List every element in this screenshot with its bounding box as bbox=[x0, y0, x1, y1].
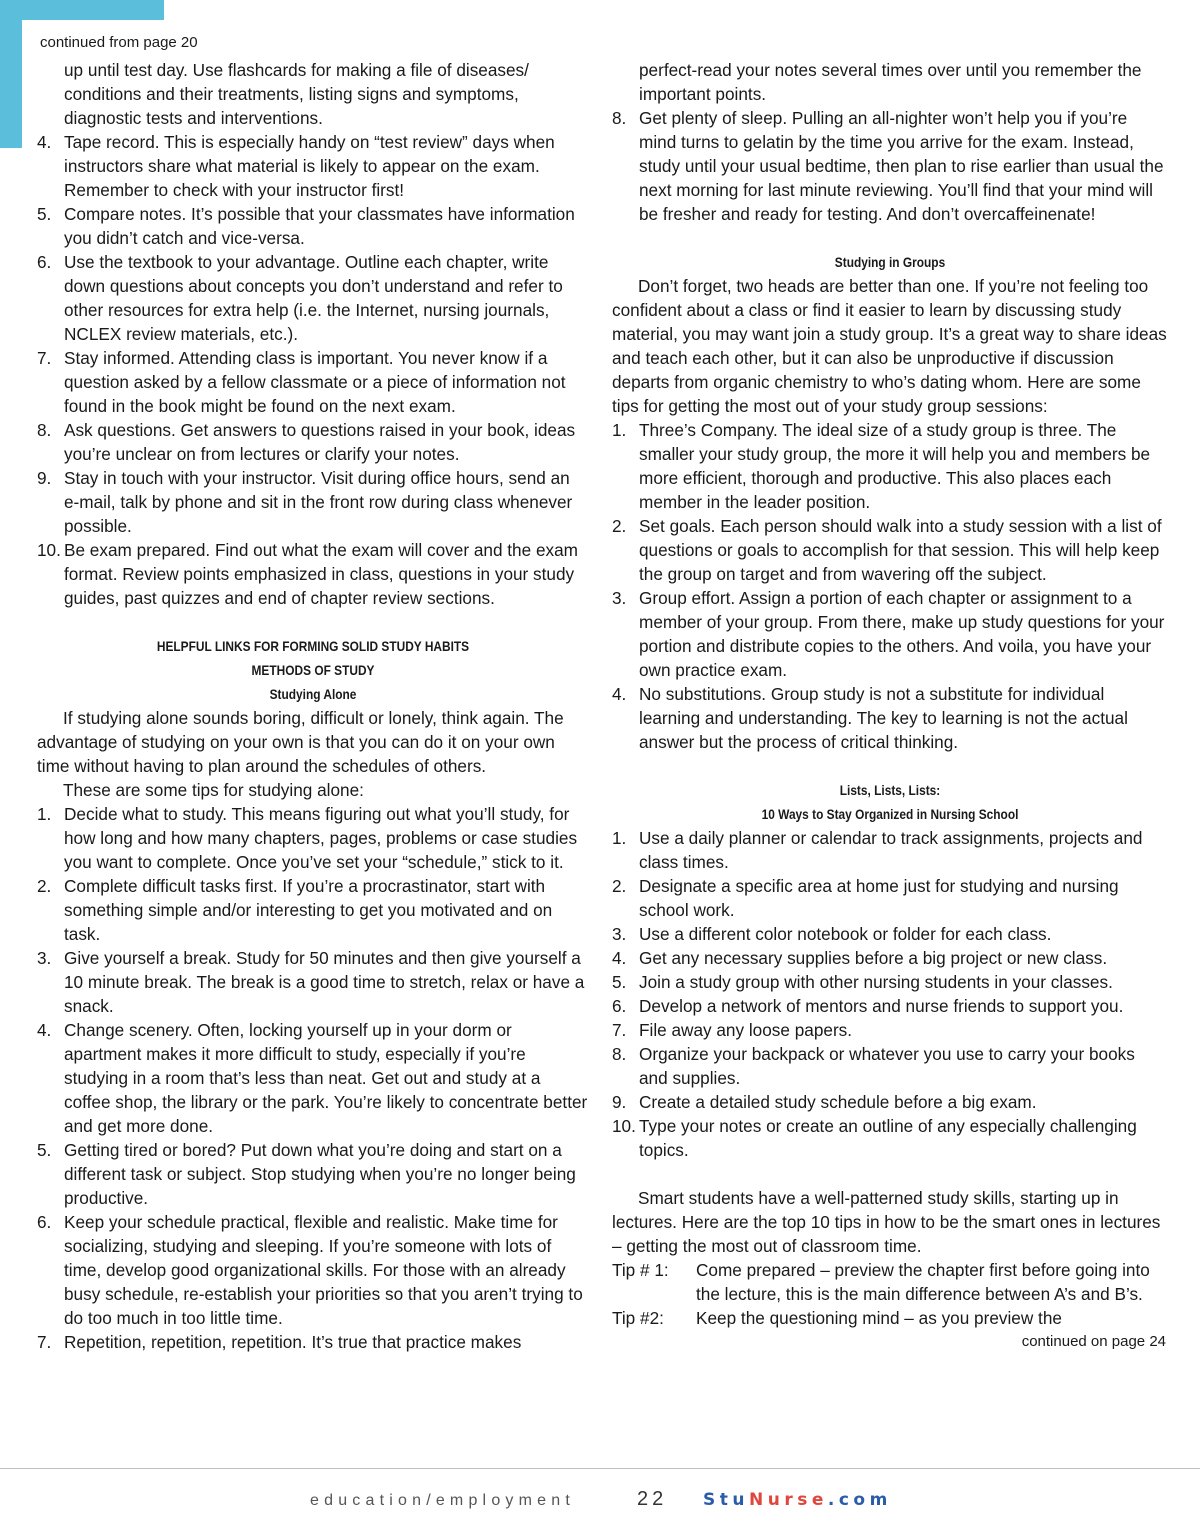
continued-on-note: continued on page 24 bbox=[1021, 1333, 1166, 1350]
item-number: 8. bbox=[612, 1044, 627, 1064]
paragraph: Don’t forget, two heads are better than one. If you’re not feeling too confident about a class or find it easier to learn by discussing study material, you may want join a study group. It’s a great way to share ideas and teach each other, but it can also be unproductive if discussion departs from organic chemistry to who’s dating whom. Here are some tips for getting the most out of your study group sessions: bbox=[612, 276, 1167, 416]
item-text: Set goals. Each person should walk into a study session with a list of questions or goals to accomplish for that session. This will help keep the group on target and from wavering off the subject. bbox=[639, 516, 1162, 584]
list-item bbox=[37, 874, 589, 946]
list-item bbox=[612, 970, 1168, 994]
item-number: 3. bbox=[612, 588, 627, 608]
lecture-tips bbox=[612, 1258, 1168, 1330]
accent-bar-top bbox=[0, 0, 164, 20]
item-number: 7. bbox=[612, 1020, 627, 1040]
item-text: Type your notes or create an outline of any especially challenging topics. bbox=[639, 1116, 1137, 1160]
section-subheading: METHODS OF STUDY bbox=[251, 662, 375, 678]
accent-bar-side bbox=[0, 0, 22, 148]
tip-label: Tip # 1: bbox=[612, 1260, 669, 1280]
continued-paragraph: perfect-read your notes several times over until you remember the important points. bbox=[639, 60, 1142, 104]
list-item bbox=[612, 106, 1168, 226]
list-item bbox=[37, 538, 589, 610]
item-text: Use a different color notebook or folder for each class. bbox=[639, 924, 1052, 944]
list-item bbox=[37, 946, 589, 1018]
item-number: 10. bbox=[612, 1116, 636, 1136]
item-text: File away any loose papers. bbox=[639, 1020, 853, 1040]
item-text: Give yourself a break. Study for 50 minutes and then give yourself a 10 minute break. The break is a good time to stretch, relax or have a snack. bbox=[64, 948, 585, 1016]
list-item bbox=[37, 1330, 589, 1354]
spacer bbox=[37, 610, 589, 634]
item-text: Designate a specific area at home just for studying and nursing school work. bbox=[639, 876, 1119, 920]
item-number: 5. bbox=[37, 204, 52, 224]
section-subheading: 10 Ways to Stay Organized in Nursing School bbox=[761, 806, 1019, 822]
item-number: 7. bbox=[37, 1332, 52, 1352]
item-number: 4. bbox=[37, 132, 52, 152]
item-number: 1. bbox=[612, 420, 627, 440]
item-text: Organize your backpack or whatever you use to carry your books and supplies. bbox=[639, 1044, 1135, 1088]
spacer bbox=[612, 226, 1168, 250]
item-number: 3. bbox=[37, 948, 52, 968]
item-text: Tape record. This is especially handy on “test review” days when instructors share what material is likely to appear on the exam. Remember to check with your instructor first! bbox=[64, 132, 555, 200]
list-item bbox=[612, 946, 1168, 970]
brand-part: Stu bbox=[703, 1490, 749, 1510]
item-text: Compare notes. It’s possible that your classmates have information you didn’t catch and vice-versa. bbox=[64, 204, 575, 248]
list-item bbox=[612, 682, 1168, 754]
item-text: Repetition, repetition, repetition. It’s true that practice makes bbox=[64, 1332, 522, 1352]
list-item bbox=[612, 922, 1168, 946]
item-text: Use a daily planner or calendar to track assignments, projects and class times. bbox=[639, 828, 1143, 872]
item-number: 3. bbox=[612, 924, 627, 944]
study-tips-list-cont bbox=[612, 106, 1168, 226]
tip-item bbox=[612, 1258, 1168, 1306]
item-number: 8. bbox=[612, 108, 627, 128]
item-number: 5. bbox=[37, 1140, 52, 1160]
item-number: 4. bbox=[37, 1020, 52, 1040]
study-tips-list bbox=[37, 130, 589, 610]
list-item bbox=[612, 826, 1168, 874]
section-heading: Lists, Lists, Lists: bbox=[839, 782, 941, 798]
tip-item bbox=[612, 1306, 1168, 1330]
right-column bbox=[612, 58, 1168, 1354]
section-subheading: Studying Alone bbox=[269, 686, 357, 702]
list-item bbox=[612, 994, 1168, 1018]
list-item bbox=[37, 802, 589, 874]
item-number: 4. bbox=[612, 948, 627, 968]
left-column bbox=[37, 58, 589, 1354]
item-number: 4. bbox=[612, 684, 627, 704]
item-text: No substitutions. Group study is not a substitute for individual learning and understanding. The key to learning is not the actual answer but the process of critical thinking. bbox=[639, 684, 1128, 752]
tip-label: Tip #2: bbox=[612, 1308, 664, 1328]
list-item bbox=[612, 1018, 1168, 1042]
item-text: Stay in touch with your instructor. Visit during office hours, send an e-mail, talk by phone and sit in the front row during class whenever possible. bbox=[64, 468, 573, 536]
item-number: 6. bbox=[37, 1212, 52, 1232]
brand-part: .com bbox=[827, 1490, 892, 1510]
continued-from-note: continued from page 20 bbox=[40, 34, 198, 51]
studying-alone-list bbox=[37, 802, 589, 1354]
item-number: 6. bbox=[612, 996, 627, 1016]
item-text: Get any necessary supplies before a big project or new class. bbox=[639, 948, 1108, 968]
footer-section-label: education/employment bbox=[310, 1492, 575, 1509]
list-item bbox=[612, 1114, 1168, 1162]
page-footer bbox=[0, 1488, 1200, 1518]
list-item bbox=[612, 874, 1168, 922]
item-number: 10. bbox=[37, 540, 61, 560]
item-text: Join a study group with other nursing students in your classes. bbox=[639, 972, 1113, 992]
brand-part: Nurse bbox=[748, 1490, 828, 1510]
section-heading: HELPFUL LINKS FOR FORMING SOLID STUDY HABITS bbox=[156, 638, 470, 654]
item-text: Ask questions. Get answers to questions raised in your book, ideas you’re unclear on from lectures or clarify your notes. bbox=[64, 420, 576, 464]
item-number: 7. bbox=[37, 348, 52, 368]
item-text: Get plenty of sleep. Pulling an all-nighter won’t help you if you’re mind turns to gelatin by the time you arrive for the exam. Instead, study until your usual bedtime, then plan to rise earlier than usual the next morning for last minute reviewing. You’ll find that your mind will be fresher and ready for testing. And don’t overcaffeinenate! bbox=[639, 108, 1164, 224]
list-item bbox=[612, 586, 1168, 682]
studying-groups-list bbox=[612, 418, 1168, 754]
list-item bbox=[612, 418, 1168, 514]
item-text: Getting tired or bored? Put down what you’re doing and start on a different task or subject. Stop studying when you’re no longer being productive. bbox=[64, 1140, 576, 1208]
brand-logo bbox=[703, 1490, 892, 1510]
continued-paragraph: up until test day. Use flashcards for making a file of diseases/ conditions and their treatments, listing signs and symptoms, diagnostic tests and interventions. bbox=[64, 60, 529, 128]
list-item bbox=[37, 1210, 589, 1330]
item-number: 2. bbox=[612, 876, 627, 896]
spacer bbox=[612, 1162, 1168, 1186]
page-number: 22 bbox=[637, 1488, 668, 1510]
list-item bbox=[37, 1018, 589, 1138]
item-text: Decide what to study. This means figuring out what you’ll study, for how long and how many chapters, pages, problems or case studies you want to complete. Once you’ve set your “schedule,” stick to it. bbox=[64, 804, 578, 872]
item-text: Three’s Company. The ideal size of a study group is three. The smaller your study group, the more it will help you and members be more efficient, thorough and productive. This also places each member in the leader position. bbox=[639, 420, 1151, 512]
item-number: 1. bbox=[612, 828, 627, 848]
item-text: Group effort. Assign a portion of each chapter or assignment to a member of your group. From there, make up study questions for your portion and distribute copies to the others. And voila, you have your own practice exam. bbox=[639, 588, 1165, 680]
item-number: 2. bbox=[612, 516, 627, 536]
list-item bbox=[612, 1042, 1168, 1090]
list-item bbox=[37, 250, 589, 346]
item-text: Keep your schedule practical, flexible and realistic. Make time for socializing, studying and sleeping. If you’re someone with lots of time, develop good organizational skills. For those with an already busy schedule, re-establish your priorities so that you aren’t trying to do too much in too little time. bbox=[64, 1212, 583, 1328]
paragraph: These are some tips for studying alone: bbox=[63, 780, 364, 800]
item-number: 9. bbox=[37, 468, 52, 488]
list-item bbox=[37, 130, 589, 202]
list-item bbox=[37, 1138, 589, 1210]
paragraph: Smart students have a well-patterned study skills, starting up in lectures. Here are the top 10 tips in how to be the smart ones in lectures – getting the most out of classroom time. bbox=[612, 1188, 1161, 1256]
item-number: 5. bbox=[612, 972, 627, 992]
list-item bbox=[612, 514, 1168, 586]
list-item bbox=[37, 346, 589, 418]
item-number: 6. bbox=[37, 252, 52, 272]
tip-text: Come prepared – preview the chapter first before going into the lecture, this is the main difference between A’s and B’s. bbox=[696, 1260, 1150, 1304]
section-heading: Studying in Groups bbox=[834, 254, 946, 270]
item-number: 2. bbox=[37, 876, 52, 896]
item-text: Change scenery. Often, locking yourself up in your dorm or apartment makes it more difficult to study, especially if you’re studying in a room that’s less than neat. Get out and study at a coffee shop, the library or the park. You’re likely to concentrate better and get more done. bbox=[64, 1020, 588, 1136]
item-text: Use the textbook to your advantage. Outline each chapter, write down questions about concepts you don’t understand and refer to other resources for extra help (i.e. the Internet, nursing journals, NCLEX review materials, etc.). bbox=[64, 252, 563, 344]
list-item bbox=[37, 418, 589, 466]
item-number: 8. bbox=[37, 420, 52, 440]
list-item bbox=[612, 1090, 1168, 1114]
organized-list bbox=[612, 826, 1168, 1162]
item-text: Complete difficult tasks first. If you’re a procrastinator, start with something simple and/or interesting to get you motivated and on task. bbox=[64, 876, 553, 944]
spacer bbox=[612, 754, 1168, 778]
item-number: 1. bbox=[37, 804, 52, 824]
item-text: Be exam prepared. Find out what the exam will cover and the exam format. Review points emphasized in class, questions in your study guides, past quizzes and end of chapter review sections. bbox=[64, 540, 578, 608]
list-item bbox=[37, 202, 589, 250]
item-text: Develop a network of mentors and nurse friends to support you. bbox=[639, 996, 1124, 1016]
paragraph: If studying alone sounds boring, difficult or lonely, think again. The advantage of studying on your own is that you can do it on your own time without having to plan around the schedules of others. bbox=[37, 708, 564, 776]
footer-divider bbox=[0, 1468, 1200, 1469]
tip-text: Keep the questioning mind – as you preview the bbox=[696, 1308, 1062, 1328]
item-text: Stay informed. Attending class is important. You never know if a question asked by a fellow classmate or a piece of information not found in the book might be found on the next exam. bbox=[64, 348, 566, 416]
item-text: Create a detailed study schedule before a big exam. bbox=[639, 1092, 1037, 1112]
list-item bbox=[37, 466, 589, 538]
item-number: 9. bbox=[612, 1092, 627, 1112]
